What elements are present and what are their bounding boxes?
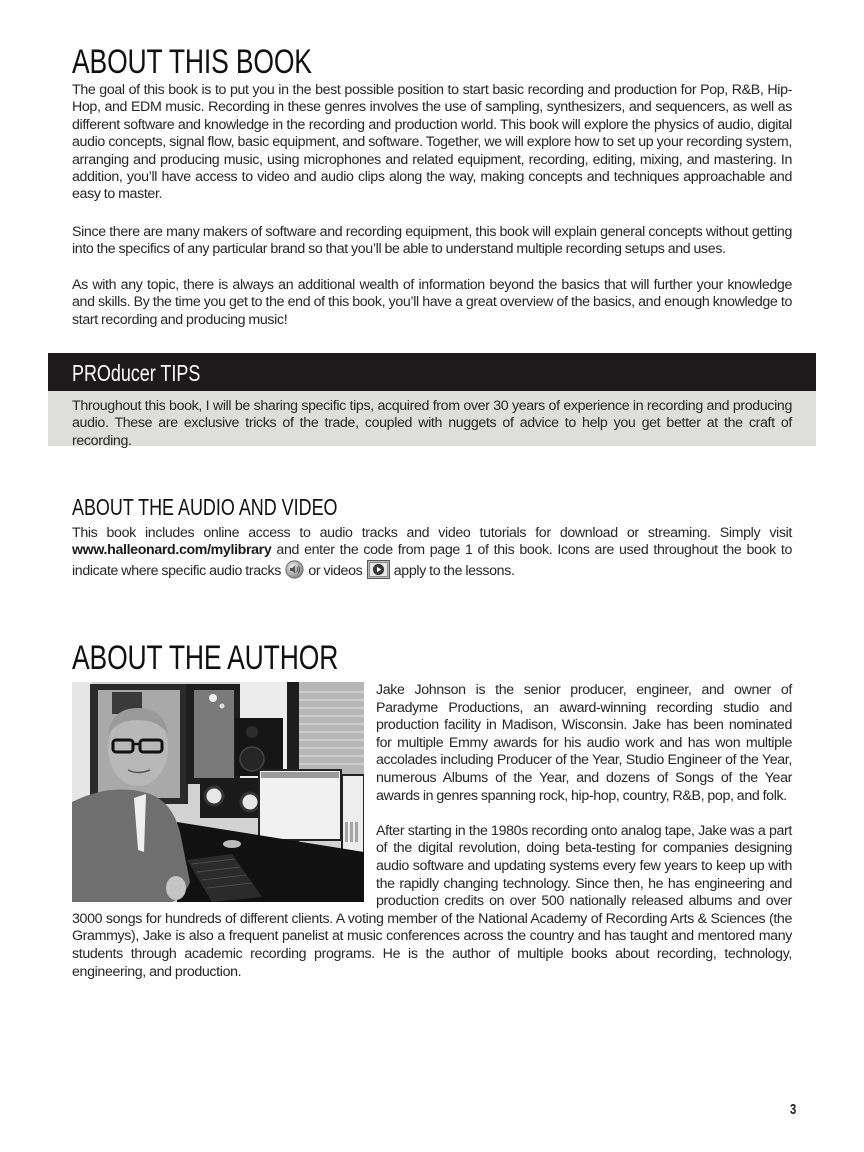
author-photo [72,682,364,902]
producer-tips-title: PROducer TIPS [72,360,201,386]
mylibrary-link[interactable]: www.halleonard.com/mylibrary [72,542,272,559]
producer-tips-box [48,353,816,449]
audio-video-text-4: apply to the lessons. [390,562,515,579]
audio-video-heading: ABOUT THE AUDIO AND VIDEO [72,494,338,520]
about-book-paragraph-1: The goal of this book is to put you in the best possible position to start basic recording and production for Pop, R&B, Hip-Hop, and EDM music. Recording in these genres involves the use of sampling, synthesizers, and sequencers, as well as different software and knowledge in the recording and production world. This book will explore the physics of audio, digital audio concepts, signal flow, basic equipment, and software. Together, we will explore how to set up your recording system, arranging and producing music, using microphones and related equipment, recording, editing, mixing, and mastering. In addition, you’ll have access to video and audio clips along the way, making concepts and techniques approachable and easy to master. [72,82,792,203]
audio-video-text-2: and enter the code from page 1 of this book. Icons are used throughout the book to indicate where specific audio tracks [72,542,792,579]
producer-tips-body [48,391,816,449]
about-author-section [72,682,792,981]
about-book-paragraph-2: Since there are many makers of software and recording equipment, this book will explain general concepts without getting into the specifics of any particular brand so that you’ll be able to understand multiple recording setups and uses. [72,224,792,258]
page-number: 3 [790,1101,797,1118]
producer-tips-header [48,353,816,391]
studio-photo-illustration [72,682,364,902]
about-author-heading: ABOUT THE AUTHOR [72,639,339,677]
author-paragraph-1: Jake Johnson is the senior producer, engineer, and owner of Paradyme Productions, an award-winning recording studio and production facility in Madison, Wisconsin. Jake has been nominated for multiple Emmy awards for his audio work and has won multiple accolades including Producer of the Year, Studio Engineer of the Year, numerous Albums of the Year, and dozens of Songs of the Year awards in genres spanning rock, hip-hop, country, R&B, pop, and folk. [376,682,792,804]
audio-video-text-1: This book includes online access to audio tracks and video tutorials for download or streaming. Simply visit [72,525,792,541]
play-icon [367,560,390,584]
author-paragraph-2: After starting in the 1980s recording onto analog tape, Jake was a part of the digital revolution, doing beta-testing for companies designing audio software and updating systems every few years to keep up with the rapidly changing technology. Since then, he has engineering and production credits on over 500 nationally released albums and over 3000 songs for hundreds of different clients. A voting member of the National Academy of Recording Arts & Sciences (the Grammys), Jake is also a frequent panelist at music conferences across the country and has taught and mentored many students through academic recording programs. He is the author of multiple books about recording, technology, engineering, and production. [72,822,792,980]
audio-video-paragraph [72,525,792,584]
about-book-heading: ABOUT THIS BOOK [72,43,312,81]
speaker-icon [285,560,304,584]
producer-tips-text: Throughout this book, I will be sharing specific tips, acquired from over 30 years of experience in recording and producing audio. These are exclusive tricks of the trade, coupled with nuggets of advice to help you get better at the craft of recording. [72,398,792,449]
audio-video-text-3: or videos [305,562,366,579]
about-book-paragraph-3: As with any topic, there is always an additional wealth of information beyond the basics that will further your knowledge and skills. By the time you get to the end of this book, you’ll have a great overview of the basics, and enough knowledge to start recording and producing music! [72,277,792,328]
